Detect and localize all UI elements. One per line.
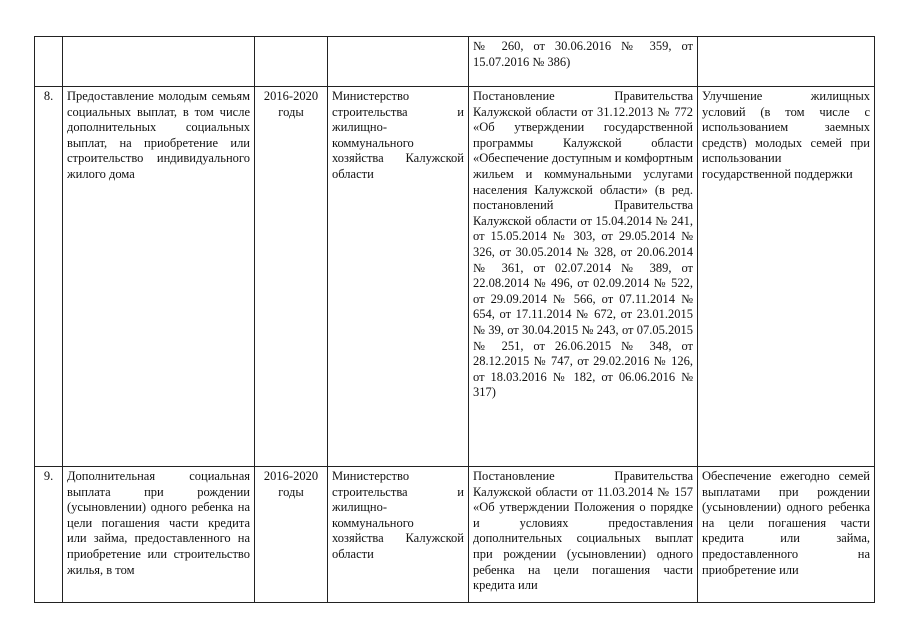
measure-cell — [63, 467, 255, 603]
years-cell: 2016-2020 годы — [255, 87, 328, 467]
executor-text: Министерство строительства и жилищно-коммунального хозяйства Калужской области — [332, 469, 464, 561]
expected-result-cell: Улучшение жилищных условий (в том числе с использованием заемных средств) молодых семей при использовании государственной поддержки — [698, 87, 875, 467]
table-row — [35, 37, 875, 87]
table-row — [35, 87, 875, 467]
executor-cell — [328, 37, 469, 87]
table-row — [35, 467, 875, 603]
executor-cell: Министерство строительства и жилищно-коммунального хозяйства Калужской области — [328, 87, 469, 467]
measure-text: Дополнительная социальная выплата при рождении (усыновлении) одного ребенка на цели погашения части кредита или займа, предоставленного на приобретение или строительство жилья, в том — [67, 469, 250, 577]
measure-cell — [63, 37, 255, 87]
expected-result-text: Обеспечение ежегодно семей выплатами при рождении (усыновлении) одного ребенка на цели погашения части кредита или займа, предоставленного на приобретение или — [702, 469, 870, 577]
years-text: 2016-2020 годы — [263, 469, 319, 499]
expected-result-cell — [698, 467, 875, 603]
legal-act-cell — [469, 467, 698, 603]
executor-cell — [328, 467, 469, 603]
measure-cell: Предоставление молодым семьям социальных выплат, в том числе дополнительных социальных выплат, на приобретение или строительство индивидуального жилого дома — [63, 87, 255, 467]
row-number-text: 9. — [43, 469, 54, 483]
program-measures-table — [34, 36, 875, 603]
legal-act-text: Постановление Правительства Калужской области от 11.03.2014 № 157 «Об утверждении Положения о порядке и условиях предоставления дополнительных социальных выплат при рождении (усыновлении) одного ребенка на цели погашения части кредита или — [473, 469, 693, 593]
row-number-cell: 8. — [35, 87, 63, 467]
legal-act-cell: Постановление Правительства Калужской области от 31.12.2013 № 772 «Об утверждении государственной программы Калужской области «Обеспечение доступным и комфортным жильем и коммунальными услугами населения Калужской области» (в ред. постановлений Правительства Калужской области от 15.04.2014 № 241, от 15.05.2014 № 303, от 29.05.2014 № 326, от 30.05.2014 № 328, от 20.06.2014 № 361, от 02.07.2014 № 389, от 22.08.2014 № 496, от 02.09.2014 № 522, от 29.09.2014 № 566, от 07.11.2014 № 654, от 17.11.2014 № 672, от 23.01.2015 № 39, от 30.04.2015 № 243, от 07.05.2015 № 251, от 26.06.2015 № 348, от 28.12.2015 № 747, от 29.02.2016 № 126, от 18.03.2016 № 182, от 06.06.2016 № 317) — [469, 87, 698, 467]
years-cell — [255, 467, 328, 603]
row-number-cell — [35, 467, 63, 603]
expected-result-cell — [698, 37, 875, 87]
years-cell — [255, 37, 328, 87]
legal-act-cell: № 260, от 30.06.2016 № 359, от 15.07.2016 № 386) — [469, 37, 698, 87]
row-number-cell — [35, 37, 63, 87]
